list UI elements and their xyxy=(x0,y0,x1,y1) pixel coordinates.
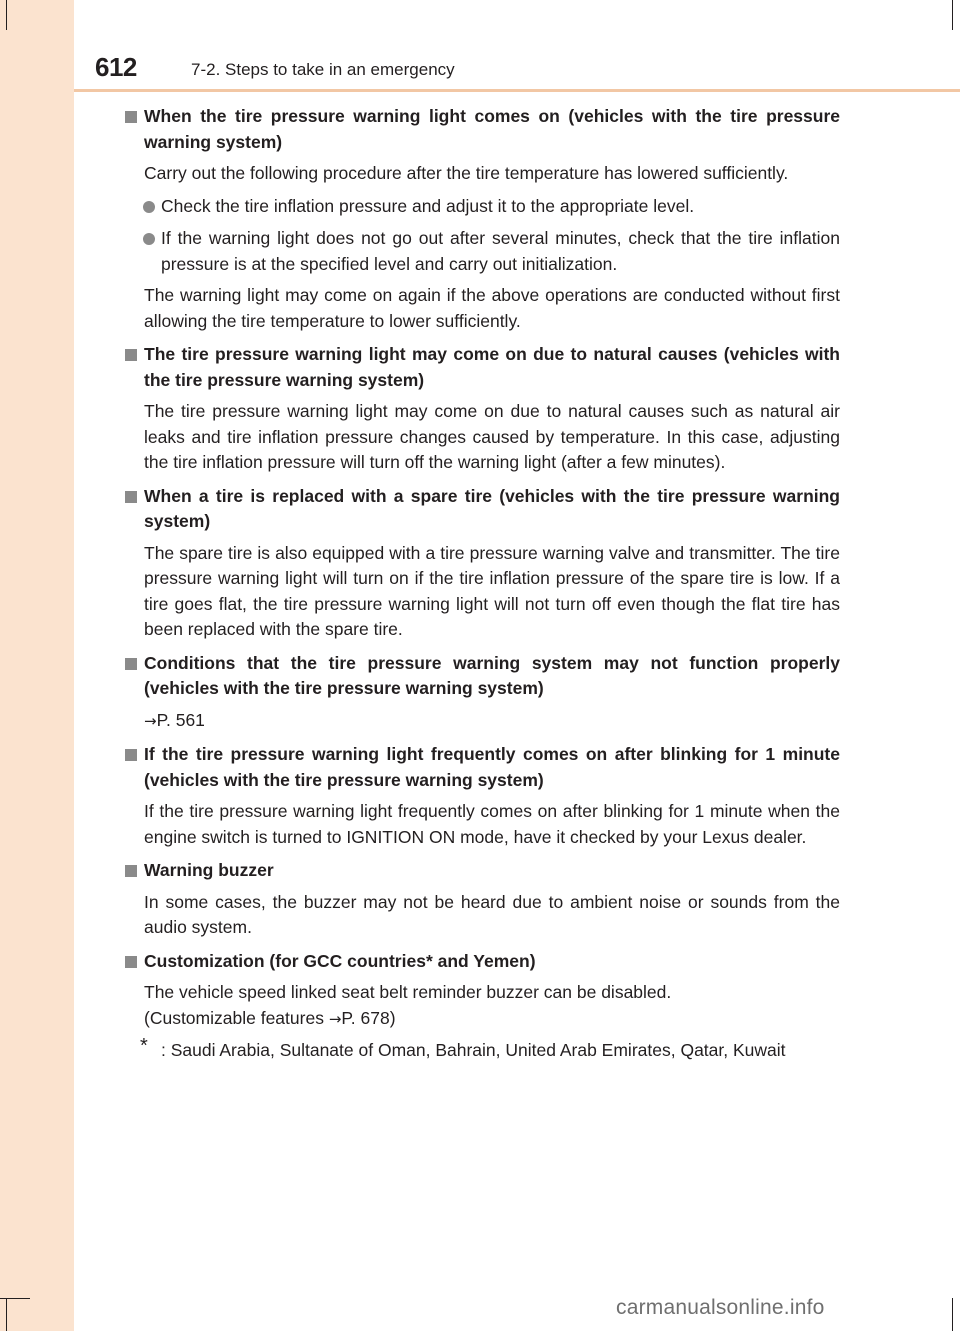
section-customization xyxy=(124,949,840,1064)
page-reference-link[interactable]: P. 678) xyxy=(341,1007,396,1028)
paragraph: In some cases, the buzzer may not be heard due to ambient noise or sounds from the audio system. xyxy=(144,891,840,937)
section-conditions xyxy=(124,651,840,735)
square-bullet-icon xyxy=(125,349,137,361)
section-heading: Conditions that the tire pressure warning system may not function properly (vehicles with the tire pressure warning system) xyxy=(124,651,840,702)
page-reference xyxy=(124,708,840,735)
crop-mark xyxy=(0,1298,30,1299)
footnote-mark: * xyxy=(140,1035,148,1057)
section-heading: Customization (for GCC countries* and Yemen) xyxy=(124,949,840,975)
arrow-icon: → xyxy=(144,711,157,730)
crop-mark xyxy=(952,0,953,30)
square-bullet-icon xyxy=(125,111,137,123)
square-bullet-icon xyxy=(125,749,137,761)
section-heading: When a tire is replaced with a spare tire (vehicles with the tire pressure warning system) xyxy=(124,484,840,535)
section-heading: If the tire pressure warning light frequently comes on after blinking for 1 minute (vehicles with the tire pressure warning system) xyxy=(124,742,840,793)
section-heading: Warning buzzer xyxy=(124,858,840,884)
crop-mark xyxy=(952,1298,953,1331)
section-title: 7-2. Steps to take in an emergency xyxy=(191,60,455,79)
section-tpws-light xyxy=(124,104,840,334)
page-number: 612 xyxy=(95,52,137,82)
square-bullet-icon xyxy=(125,658,137,670)
section-heading: When the tire pressure warning light comes on (vehicles with the tire pressure warning system) xyxy=(124,104,840,155)
paragraph: If the tire pressure warning light frequently comes on after blinking for 1 minute when the engine switch is turned to IGNITION ON mode, have it checked by your Lexus dealer. xyxy=(144,801,840,847)
section-heading: The tire pressure warning light may come on due to natural causes (vehicles with the tire pressure warning system) xyxy=(124,342,840,393)
page-header xyxy=(0,0,960,92)
section-blinking xyxy=(124,742,840,850)
paragraph: The vehicle speed linked seat belt reminder buzzer can be disabled. (Customizable features →P. 678) xyxy=(144,982,672,1028)
circle-bullet-icon xyxy=(143,201,155,213)
paragraph: The tire pressure warning light may come on due to natural causes such as natural air leaks and tire inflation pressure changes caused by temperature. In this case, adjusting the tire inflation pressure will turn off the warning light (after a few minutes). xyxy=(144,401,840,472)
crop-mark xyxy=(6,1298,7,1331)
section-warning-buzzer xyxy=(124,858,840,941)
square-bullet-icon xyxy=(125,865,137,877)
content xyxy=(124,104,840,1072)
page-reference-link[interactable]: P. 561 xyxy=(156,709,205,730)
header-rule xyxy=(74,89,960,92)
bullet-item: If the warning light does not go out after several minutes, check that the tire inflation pressure is at the specified level and carry out initialization. xyxy=(124,226,840,277)
section-natural-causes xyxy=(124,342,840,476)
paragraph: The warning light may come on again if the above operations are conducted without first allowing the tire temperature to lower sufficiently. xyxy=(144,285,840,331)
circle-bullet-icon xyxy=(143,233,155,245)
paragraph: The spare tire is also equipped with a tire pressure warning valve and transmitter. The tire pressure warning light will turn on if the tire inflation pressure of the spare tire is low. If a tire goes flat, the tire pressure warning light will not turn off even though the flat tire has been replaced with the spare tire. xyxy=(144,542,840,639)
paragraph: Carry out the following procedure after the tire temperature has lowered sufficiently. xyxy=(144,163,789,183)
side-band xyxy=(0,0,74,1331)
watermark: carmanualsonline.info xyxy=(616,1296,825,1319)
square-bullet-icon xyxy=(125,956,137,968)
footnote: * : Saudi Arabia, Sultanate of Oman, Bahrain, United Arab Emirates, Qatar, Kuwait xyxy=(140,1035,786,1060)
square-bullet-icon xyxy=(125,491,137,503)
bullet-item: Check the tire inflation pressure and adjust it to the appropriate level. xyxy=(124,194,840,220)
crop-mark xyxy=(6,0,7,30)
section-spare-tire xyxy=(124,484,840,643)
arrow-icon: → xyxy=(328,1009,342,1028)
